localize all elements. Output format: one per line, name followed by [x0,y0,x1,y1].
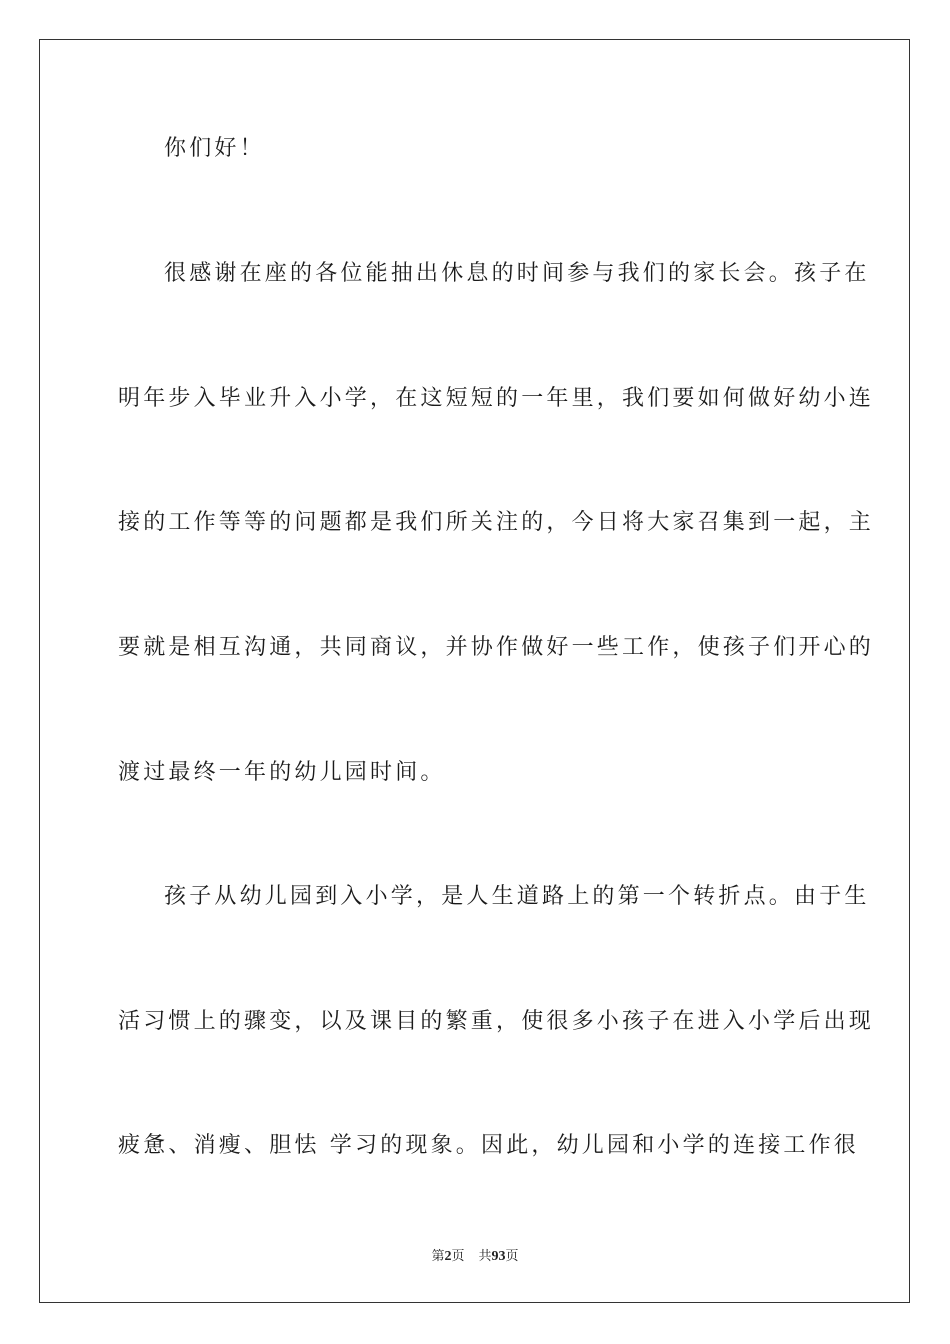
total-prefix: 共 [478,1249,492,1264]
page-footer [0,1248,950,1266]
paragraph-line: 接的工作等等的问题都是我们所关注的，今日将大家召集到一起，主 [118,510,875,535]
paragraph-line: 疲惫、消瘦、胆怯 学习的现象。因此，幼儿园和小学的连接工作很 [118,1133,859,1158]
paragraph-line: 很感谢在座的各位能抽出休息的时间参与我们的家长会。孩子在 [164,261,870,286]
total-pages: 93 [491,1249,506,1264]
page-suffix: 页 [451,1249,465,1264]
paragraph-line: 活习惯上的骤变，以及课目的繁重，使很多小孩子在进入小学后出现 [118,1009,875,1034]
paragraph-line: 要就是相互沟通，共同商议，并协作做好一些工作，使孩子们开心的 [118,635,875,660]
paragraph-line: 明年步入毕业升入小学，在这短短的一年里，我们要如何做好幼小连 [118,386,875,411]
page-prefix: 第 [431,1249,445,1264]
total-suffix: 页 [505,1249,519,1264]
paragraph-line: 孩子从幼儿园到入小学，是人生道路上的第一个转折点。由于生 [164,884,870,909]
page-border [39,39,910,1303]
paragraph-line-greeting: 你们好！ [164,136,265,161]
page-number: 2 [444,1249,452,1264]
paragraph-line: 渡过最终一年的幼儿园时间。 [118,760,446,785]
